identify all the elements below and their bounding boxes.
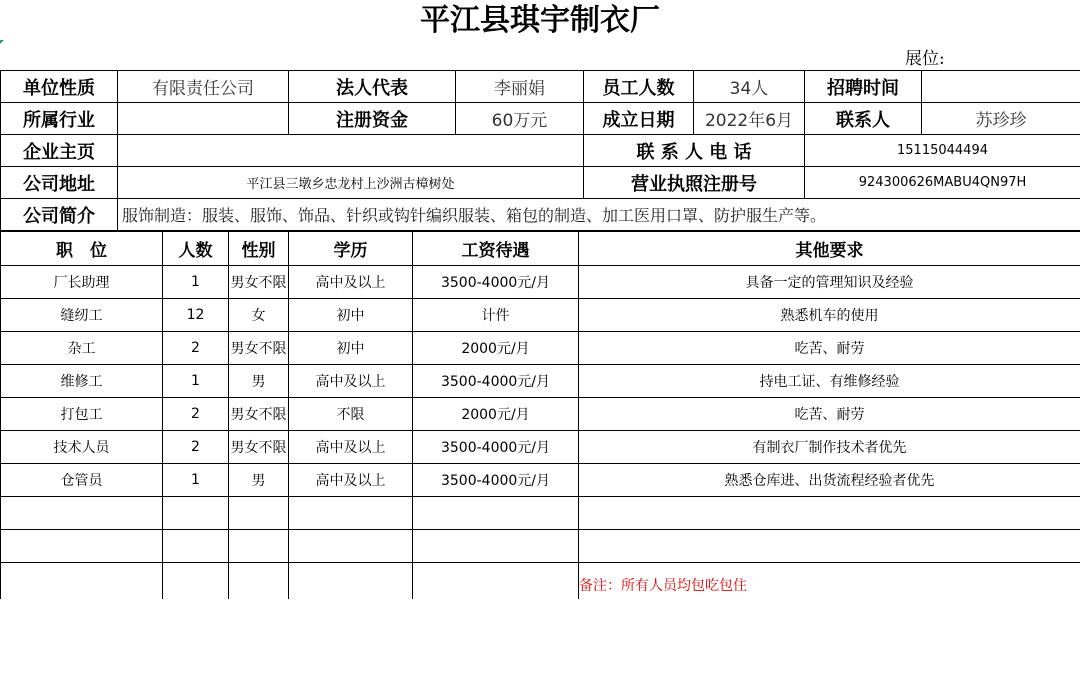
note-text[interactable]: 备注：所有人员均包吃包住 bbox=[579, 563, 1080, 600]
job-education[interactable]: 高中及以上 bbox=[289, 431, 413, 464]
job-education[interactable]: 不限 bbox=[289, 398, 413, 431]
legal-rep-label: 法人代表 bbox=[289, 71, 456, 103]
info-row-1 bbox=[1, 71, 1080, 103]
job-position[interactable]: 厂长助理 bbox=[1, 266, 163, 299]
info-row-4 bbox=[1, 167, 1080, 199]
job-education[interactable]: 初中 bbox=[289, 299, 413, 332]
empty-cell[interactable] bbox=[289, 530, 413, 563]
intro-label: 公司简介 bbox=[1, 199, 118, 231]
job-count[interactable]: 2 bbox=[163, 332, 229, 365]
capital-value[interactable]: 60万元 bbox=[456, 103, 584, 135]
job-row bbox=[1, 365, 1080, 398]
job-salary[interactable]: 2000元/月 bbox=[413, 332, 579, 365]
empty-cell[interactable] bbox=[413, 497, 579, 530]
job-gender[interactable]: 男女不限 bbox=[229, 266, 289, 299]
staff-value[interactable]: 34人 bbox=[694, 71, 805, 103]
info-row-2 bbox=[1, 103, 1080, 135]
empty-cell[interactable] bbox=[289, 497, 413, 530]
info-row-3 bbox=[1, 135, 1080, 167]
job-row bbox=[1, 332, 1080, 365]
founded-value[interactable]: 2022年6月 bbox=[694, 103, 805, 135]
job-education[interactable]: 高中及以上 bbox=[289, 266, 413, 299]
intro-value[interactable]: 服饰制造：服装、服饰、饰品、针织或钩针编织服装、箱包的制造、加工医用口罩、防护服生产等。 bbox=[118, 199, 1080, 231]
job-requirements[interactable]: 有制衣厂制作技术者优先 bbox=[579, 431, 1080, 464]
job-position[interactable]: 仓管员 bbox=[1, 464, 163, 497]
empty-cell[interactable] bbox=[163, 497, 229, 530]
address-value[interactable]: 平江县三墩乡忠龙村上沙洲古樟树处 bbox=[118, 167, 584, 199]
job-row bbox=[1, 266, 1080, 299]
job-gender[interactable]: 男 bbox=[229, 464, 289, 497]
page-title: 平江县琪宇制衣厂 bbox=[420, 3, 660, 38]
job-position[interactable]: 技术人员 bbox=[1, 431, 163, 464]
empty-row bbox=[1, 530, 1080, 563]
job-salary[interactable]: 计件 bbox=[413, 299, 579, 332]
header-education: 学历 bbox=[289, 232, 413, 266]
nature-label: 单位性质 bbox=[1, 71, 118, 103]
header-position: 职 位 bbox=[1, 232, 163, 266]
empty-cell[interactable] bbox=[579, 497, 1080, 530]
empty-row bbox=[1, 497, 1080, 530]
job-count[interactable]: 1 bbox=[163, 365, 229, 398]
job-education[interactable]: 初中 bbox=[289, 332, 413, 365]
job-position[interactable]: 维修工 bbox=[1, 365, 163, 398]
empty-cell[interactable] bbox=[289, 563, 413, 600]
job-count[interactable]: 12 bbox=[163, 299, 229, 332]
job-education[interactable]: 高中及以上 bbox=[289, 365, 413, 398]
job-position[interactable]: 杂工 bbox=[1, 332, 163, 365]
job-requirements[interactable]: 熟悉仓库进、出货流程经验者优先 bbox=[579, 464, 1080, 497]
job-gender[interactable]: 女 bbox=[229, 299, 289, 332]
job-gender[interactable]: 男女不限 bbox=[229, 332, 289, 365]
booth-label: 展位: bbox=[905, 49, 945, 69]
empty-cell[interactable] bbox=[1, 497, 163, 530]
job-requirements[interactable]: 吃苦、耐劳 bbox=[579, 332, 1080, 365]
recruit-time-value[interactable] bbox=[922, 71, 1080, 103]
empty-cell[interactable] bbox=[229, 497, 289, 530]
empty-cell[interactable] bbox=[163, 563, 229, 600]
header-count: 人数 bbox=[163, 232, 229, 266]
phone-label: 联 系 人 电 话 bbox=[584, 135, 805, 167]
recruit-time-label: 招聘时间 bbox=[805, 71, 922, 103]
job-position[interactable]: 打包工 bbox=[1, 398, 163, 431]
job-gender[interactable]: 男女不限 bbox=[229, 398, 289, 431]
industry-value[interactable] bbox=[118, 103, 289, 135]
job-count[interactable]: 1 bbox=[163, 464, 229, 497]
job-requirements[interactable]: 吃苦、耐劳 bbox=[579, 398, 1080, 431]
contact-value[interactable]: 苏珍珍 bbox=[922, 103, 1080, 135]
legal-rep-value[interactable]: 李丽娟 bbox=[456, 71, 584, 103]
empty-cell[interactable] bbox=[1, 530, 163, 563]
job-row bbox=[1, 464, 1080, 497]
empty-cell[interactable] bbox=[1, 563, 163, 600]
job-position[interactable]: 缝纫工 bbox=[1, 299, 163, 332]
job-salary[interactable]: 3500-4000元/月 bbox=[413, 266, 579, 299]
job-row bbox=[1, 299, 1080, 332]
job-row bbox=[1, 398, 1080, 431]
staff-label: 员工人数 bbox=[584, 71, 694, 103]
job-salary[interactable]: 2000元/月 bbox=[413, 398, 579, 431]
job-salary[interactable]: 3500-4000元/月 bbox=[413, 464, 579, 497]
header-gender: 性别 bbox=[229, 232, 289, 266]
license-value[interactable]: 924300626MABU4QN97H bbox=[805, 167, 1080, 199]
capital-label: 注册资金 bbox=[289, 103, 456, 135]
header-salary: 工资待遇 bbox=[413, 232, 579, 266]
job-row bbox=[1, 431, 1080, 464]
nature-value[interactable]: 有限责任公司 bbox=[118, 71, 289, 103]
cell-selection-marker bbox=[0, 40, 4, 44]
job-salary[interactable]: 3500-4000元/月 bbox=[413, 365, 579, 398]
homepage-value[interactable] bbox=[118, 135, 584, 167]
header-requirements: 其他要求 bbox=[579, 232, 1080, 266]
jobs-header-row bbox=[1, 232, 1080, 266]
job-gender[interactable]: 男女不限 bbox=[229, 431, 289, 464]
job-count[interactable]: 1 bbox=[163, 266, 229, 299]
homepage-label: 企业主页 bbox=[1, 135, 118, 167]
empty-cell[interactable] bbox=[229, 563, 289, 600]
job-count[interactable]: 2 bbox=[163, 431, 229, 464]
empty-cell[interactable] bbox=[413, 530, 579, 563]
company-info-table bbox=[0, 70, 1080, 231]
job-gender[interactable]: 男 bbox=[229, 365, 289, 398]
jobs-table bbox=[0, 231, 1080, 599]
empty-cell[interactable] bbox=[229, 530, 289, 563]
job-salary[interactable]: 3500-4000元/月 bbox=[413, 431, 579, 464]
info-row-5 bbox=[1, 199, 1080, 231]
founded-label: 成立日期 bbox=[584, 103, 694, 135]
contact-label: 联系人 bbox=[805, 103, 922, 135]
job-requirements[interactable]: 持电工证、有维修经验 bbox=[579, 365, 1080, 398]
empty-cell[interactable] bbox=[579, 530, 1080, 563]
job-requirements[interactable]: 具备一定的管理知识及经验 bbox=[579, 266, 1080, 299]
address-label: 公司地址 bbox=[1, 167, 118, 199]
job-count[interactable]: 2 bbox=[163, 398, 229, 431]
empty-cell[interactable] bbox=[413, 563, 579, 600]
job-requirements[interactable]: 熟悉机车的使用 bbox=[579, 299, 1080, 332]
industry-label: 所属行业 bbox=[1, 103, 118, 135]
recruitment-sheet bbox=[0, 70, 1080, 599]
note-row bbox=[1, 563, 1080, 600]
job-education[interactable]: 高中及以上 bbox=[289, 464, 413, 497]
empty-cell[interactable] bbox=[163, 530, 229, 563]
license-label: 营业执照注册号 bbox=[584, 167, 805, 199]
phone-value[interactable]: 15115044494 bbox=[805, 135, 1080, 167]
